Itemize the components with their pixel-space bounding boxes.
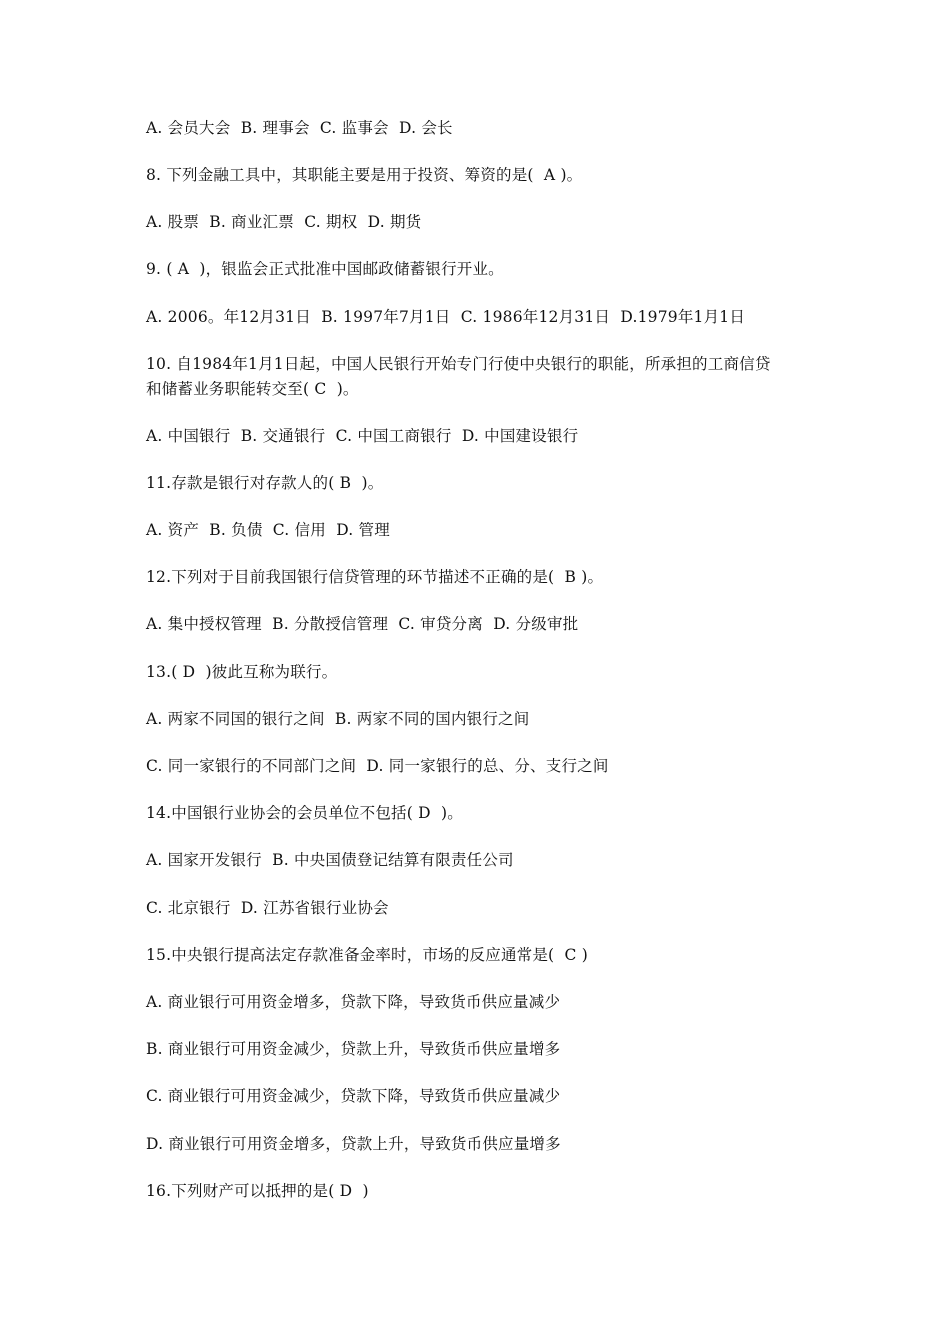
q12-question: 12.下列对于目前我国银行信贷管理的环节描述不正确的是( B )。	[146, 568, 604, 586]
q16-question: 16.下列财产可以抵押的是( D )	[146, 1182, 369, 1200]
q8-options: A. 股票 B. 商业汇票 C. 期权 D. 期货	[146, 213, 422, 231]
q13-question: 13.( D )彼此互称为联行。	[146, 663, 338, 681]
q9-options: A. 2006。年12月31日 B. 1997年7月1日 C. 1986年12月31日 D.1979年1月1日	[146, 308, 746, 326]
q7-options: A. 会员大会 B. 理事会 C. 监事会 D. 会长	[146, 119, 453, 137]
q12-options: A. 集中授权管理 B. 分散授信管理 C. 审贷分离 D. 分级审批	[146, 615, 579, 633]
q15-option-d: D. 商业银行可用资金增多，贷款上升，导致货币供应量增多	[146, 1135, 561, 1153]
q15-question: 15.中央银行提高法定存款准备金率时，市场的反应通常是( C )	[146, 946, 588, 964]
q15-option-c: C. 商业银行可用资金减少，贷款下降，导致货币供应量减少	[146, 1087, 561, 1105]
q11-question: 11.存款是银行对存款人的( B )。	[146, 474, 384, 492]
q14-options-cd: C. 北京银行 D. 江苏省银行业协会	[146, 899, 389, 917]
q10-question-line1: 10. 自1984年1月1日起，中国人民银行开始专门行使中央银行的职能，所承担的工商信贷	[146, 355, 771, 373]
q15-option-a: A. 商业银行可用资金增多，贷款下降，导致货币供应量减少	[146, 993, 561, 1011]
q11-options: A. 资产 B. 负债 C. 信用 D. 管理	[146, 521, 390, 539]
q13-options-cd: C. 同一家银行的不同部门之间 D. 同一家银行的总、分、支行之间	[146, 757, 609, 775]
q8-question: 8. 下列金融工具中，其职能主要是用于投资、筹资的是( A )。	[146, 166, 583, 184]
q9-question: 9. ( A )，银监会正式批准中国邮政储蓄银行开业。	[146, 260, 504, 278]
q13-options-ab: A. 两家不同国的银行之间 B. 两家不同的国内银行之间	[146, 710, 530, 728]
q10-question-line2: 和储蓄业务职能转交至( C )。	[146, 380, 359, 398]
q14-options-ab: A. 国家开发银行 B. 中央国债登记结算有限责任公司	[146, 851, 514, 869]
q14-question: 14.中国银行业协会的会员单位不包括( D )。	[146, 804, 463, 822]
q15-option-b: B. 商业银行可用资金减少，贷款上升，导致货币供应量增多	[146, 1040, 561, 1058]
q10-options: A. 中国银行 B. 交通银行 C. 中国工商银行 D. 中国建设银行	[146, 427, 579, 445]
